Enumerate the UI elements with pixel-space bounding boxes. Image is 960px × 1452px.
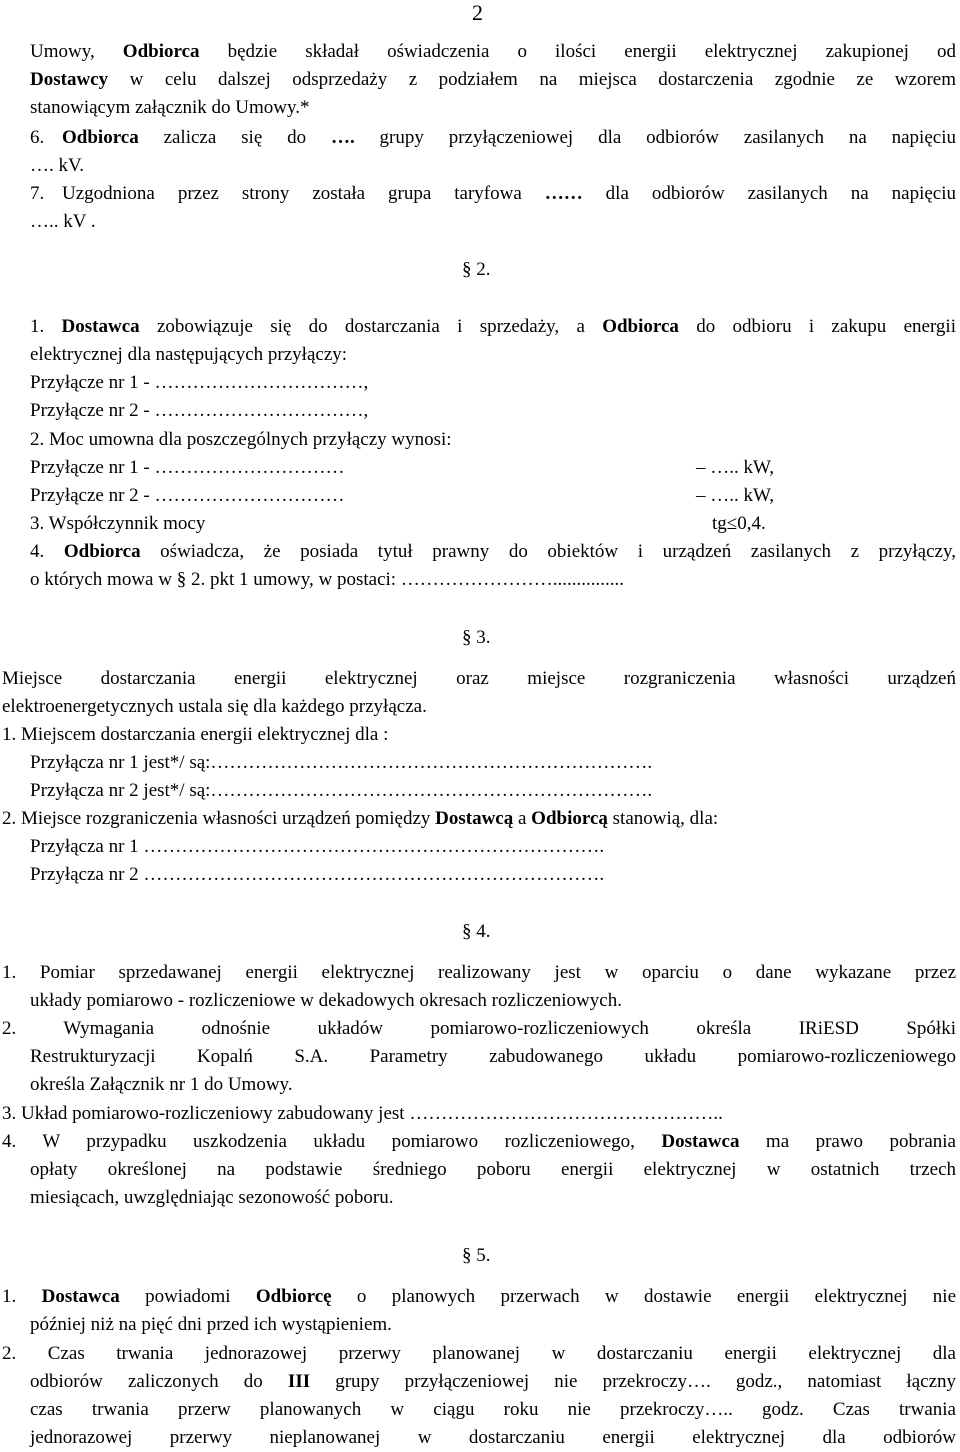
item-6-cont: …. kV. bbox=[30, 155, 85, 176]
s5-item-1-cont: później niż na pięć dni przed ich wystąpieniem. bbox=[30, 1314, 392, 1335]
s4-item-4: 4. W przypadku uszkodzenia układu pomiarowo rozliczeniowego, Dostawca ma prawo pobrania bbox=[2, 1131, 956, 1152]
s3-item-2: 2. Miejsce rozgraniczenia własności urządzeń pomiędzy Dostawcą a Odbiorcą stanowią, dla: bbox=[2, 808, 719, 829]
s4-item-2-cont2: określa Załącznik nr 1 do Umowy. bbox=[30, 1074, 293, 1095]
s3-row-3: Przyłącza nr 1 ………………………………………………………………. bbox=[30, 836, 605, 857]
moc-2-value: – ….. kW, bbox=[696, 485, 774, 506]
s2-item-2: 2. Moc umowna dla poszczególnych przyłączy wynosi: bbox=[30, 429, 452, 450]
section-heading-3: § 3. bbox=[462, 627, 491, 648]
s3-paragraph-cont: elektroenergetycznych ustala się dla każdego przyłącza. bbox=[2, 696, 427, 717]
przylacze-1: Przyłącze nr 1 - ……………………………, bbox=[30, 372, 369, 393]
paragraph-line: stanowiącym załącznik do Umowy.* bbox=[30, 97, 310, 118]
s4-item-3: 3. Układ pomiarowo-rozliczeniowy zabudowany jest ………………………………………….. bbox=[2, 1103, 723, 1124]
s4-item-2: 2. Wymagania odnośnie układów pomiarowo-rozliczeniowych określa IRiESD Spółki bbox=[2, 1018, 956, 1039]
s4-item-1: 1. Pomiar sprzedawanej energii elektrycznej realizowany jest w oparciu o dane wykazane przez bbox=[2, 962, 956, 983]
s2-item-4: 4. Odbiorca oświadcza, że posiada tytuł prawny do obiektów i urządzeń zasilanych z przyłączy, bbox=[30, 541, 956, 562]
item-7-text: Uzgodniona przez strony została grupa taryfowa …… dla odbiorów zasilanych na napięciu bbox=[62, 183, 956, 204]
paragraph-line: Dostawcy w celu dalszej odsprzedaży z podziałem na miejsca dostarczenia zgodnie ze wzorem bbox=[30, 69, 956, 90]
section-heading-2: § 2. bbox=[462, 259, 491, 280]
s2-item-4-cont: o których mowa w § 2. pkt 1 umowy, w postaci: ……………………............... bbox=[30, 569, 625, 590]
s3-row-1: Przyłącza nr 1 jest*/ są:……………………………………………………………. bbox=[30, 752, 653, 773]
przylacze-2: Przyłącze nr 2 - ……………………………, bbox=[30, 400, 369, 421]
item-6-text: Odbiorca zalicza się do …. grupy przyłączeniowej dla odbiorów zasilanych na napięciu bbox=[62, 127, 956, 148]
s5-item-2-cont2: czas trwania przerw planowanych w ciągu roku nie przekroczy….. godz. Czas trwania bbox=[30, 1399, 956, 1420]
item-7-cont: ….. kV . bbox=[30, 211, 96, 232]
s2-item-1-cont: elektrycznej dla następujących przyłączy: bbox=[30, 344, 348, 365]
s4-item-4-cont: opłaty określonej na podstawie średniego poboru energii elektrycznej w ostatnich trzech bbox=[30, 1159, 956, 1180]
s3-paragraph: Miejsce dostarczania energii elektrycznej oraz miejsce rozgraniczenia własności urządzeń bbox=[2, 668, 956, 689]
s3-row-2: Przyłącza nr 2 jest*/ są:……………………………………………………………. bbox=[30, 780, 653, 801]
section-heading-5: § 5. bbox=[462, 1245, 491, 1266]
power-factor: tg≤0,4. bbox=[712, 513, 766, 534]
paragraph-line: Umowy, Odbiorca będzie składał oświadczenia o ilości energii elektrycznej zakupionej od bbox=[30, 41, 956, 62]
s3-item-1: 1. Miejscem dostarczania energii elektrycznej dla : bbox=[2, 724, 389, 745]
s4-item-2-cont: Restrukturyzacji Kopalń S.A. Parametry zabudowanego układu pomiarowo-rozliczeniowego bbox=[30, 1046, 956, 1067]
item-number: 7. bbox=[30, 183, 45, 204]
section-heading-4: § 4. bbox=[462, 921, 491, 942]
s5-item-2: 2. Czas trwania jednorazowej przerwy planowanej w dostarczaniu energii elektrycznej dla bbox=[2, 1343, 956, 1364]
item-number: 6. bbox=[30, 127, 45, 148]
moc-1-value: – ….. kW, bbox=[696, 457, 774, 478]
s4-item-4-cont2: miesiącach, uwzględniając sezonowość poboru. bbox=[30, 1187, 394, 1208]
s4-item-1-cont: układy pomiarowo - rozliczeniowe w dekadowych okresach rozliczeniowych. bbox=[30, 990, 622, 1011]
s3-row-4: Przyłącza nr 2 ………………………………………………………………. bbox=[30, 864, 605, 885]
s5-item-1: 1. Dostawca powiadomi Odbiorcę o planowych przerwach w dostawie energii elektrycznej nie bbox=[2, 1286, 957, 1307]
s2-item-1: 1. Dostawca zobowiązuje się do dostarczania i sprzedaży, a Odbiorca do odbioru i zakupu energii bbox=[30, 316, 956, 337]
s5-item-2-cont: odbiorów zaliczonych do III grupy przyłączeniowej nie przekroczy…. godz., natomiast łączny bbox=[30, 1371, 956, 1392]
page-number: 2 bbox=[472, 0, 483, 25]
moc-2-label: Przyłącze nr 2 - ………………………… bbox=[30, 485, 345, 506]
s2-item-3: 3. Współczynnik mocy bbox=[30, 513, 206, 534]
s5-item-2-cont3: jednorazowej przerwy nieplanowanej w dostarczaniu energii elektrycznej dla odbiorów bbox=[30, 1427, 956, 1448]
moc-1-label: Przyłącze nr 1 - ………………………… bbox=[30, 457, 345, 478]
